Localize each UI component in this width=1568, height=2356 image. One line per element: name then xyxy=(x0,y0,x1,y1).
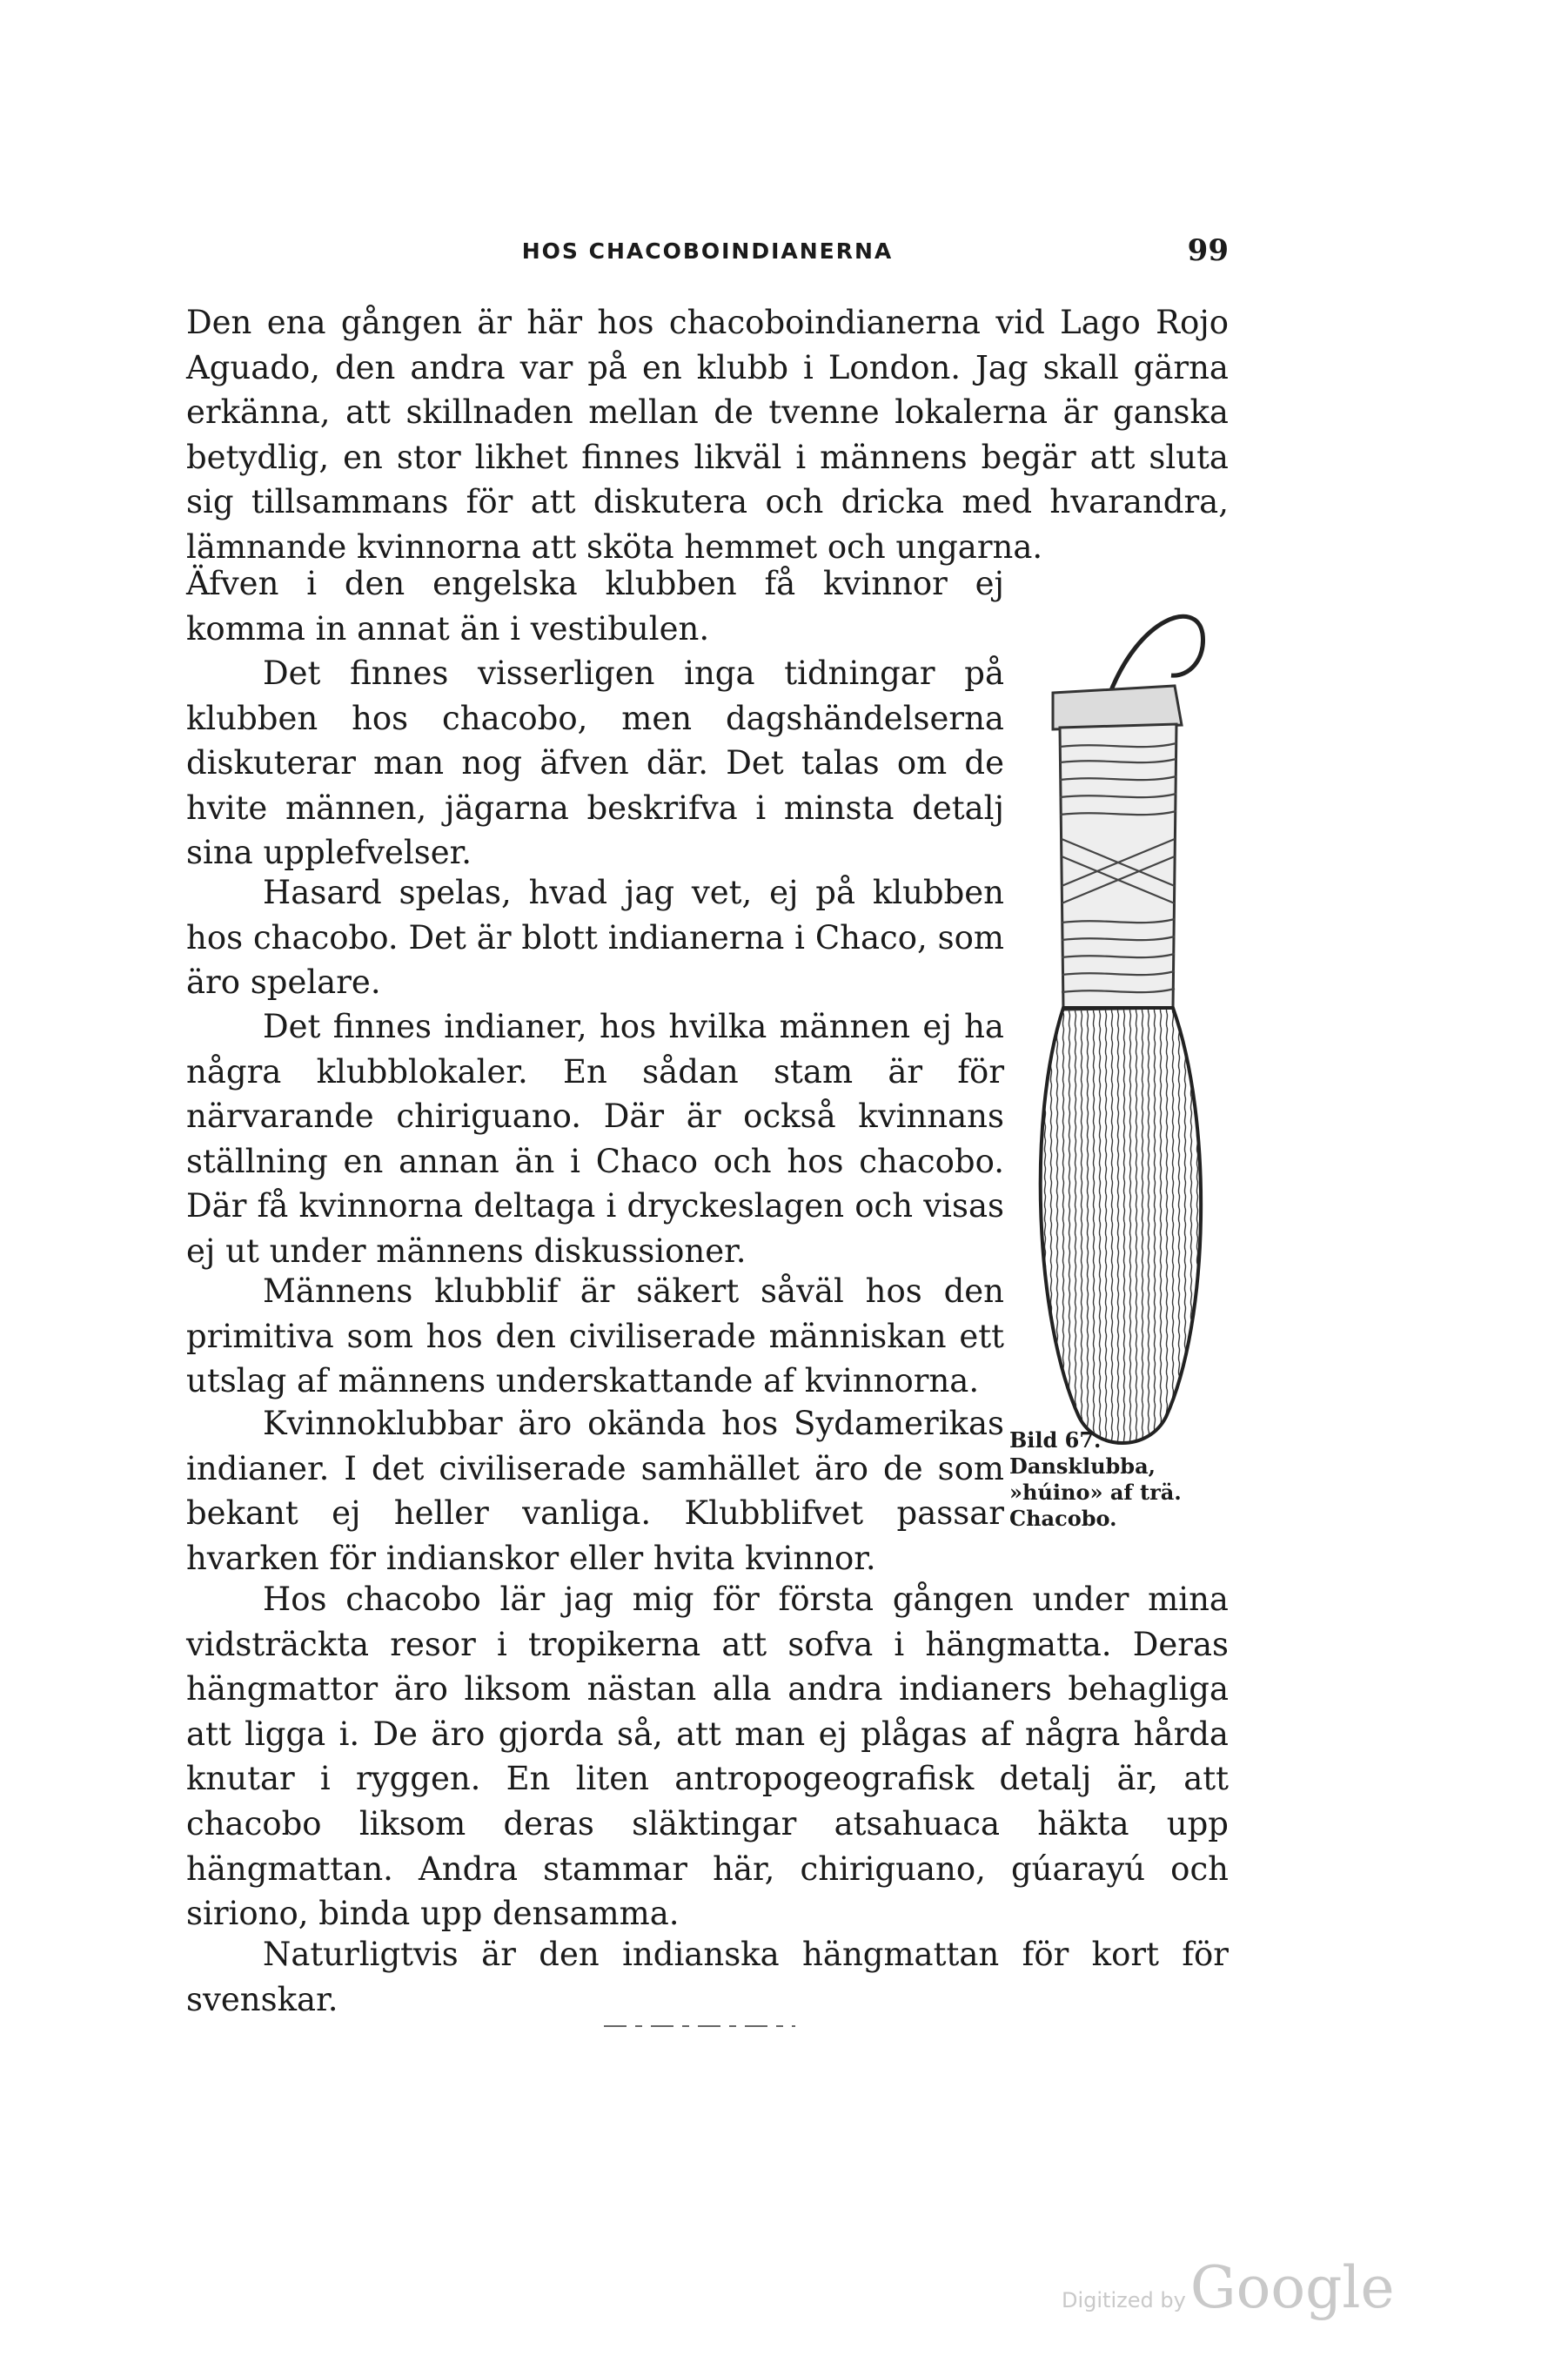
club-head xyxy=(1041,1008,1201,1443)
paragraph-2: Äfven i den engelska klubben få kvinnor ej komma in annat än i vestibulen. xyxy=(186,565,1004,648)
closing-rule xyxy=(604,2024,795,2029)
dance-club-drawing xyxy=(1018,581,1227,1452)
club-grip xyxy=(1060,724,1176,1010)
paragraph-8: Hos chacobo lär jag mig för första gången under mina vidsträckta resor i tropikerna att sofva i hängmatta. Deras hängmattor äro liksom nästan alla andra indianers behagliga att ligga i. De äro gjorda så, att man ej plågas af några hårda knutar i ryggen. En liten antropogeografisk detalj är, att chacobo liksom deras släktingar atsahuaca häkta upp hängmattan. Andra stammar här, chiriguano, gúarayú och siriono, binda upp densamma. xyxy=(186,1581,1229,1933)
page-number: 99 xyxy=(1187,233,1229,268)
digitized-watermark xyxy=(1062,2254,1395,2321)
figure-caption: Bild 67. Dansklubba, »húino» af trä. Chacobo. xyxy=(1009,1427,1182,1531)
paragraph-9: Naturligtvis är den indianska hängmattan för kort för svenskar. xyxy=(186,1936,1229,2018)
google-logo: Google xyxy=(1189,2254,1395,2321)
figure-dance-club-illustration xyxy=(1018,581,1227,1452)
watermark-prefix: Digitized by xyxy=(1062,2288,1186,2312)
club-cap xyxy=(1053,686,1182,729)
page-header xyxy=(186,233,1229,272)
paragraph-4: Hasard spelas, hvad jag vet, ej på klubben hos chacobo. Det är blott indianerna i Chaco, som äro spelare. xyxy=(186,874,1004,1002)
running-head: HOS CHACOBOINDIANERNA xyxy=(521,238,894,264)
hook-shape xyxy=(1109,616,1203,695)
paragraph-1: Den ena gången är här hos chacoboindianerna vid Lago Rojo Aguado, den andra var på en klubb i London. Jag skall gärna erkänna, att skillnaden mellan de tvenne lokalerna är ganska betydlig, en stor likhet finnes likväl i männens begär att sluta sig tillsammans för att diskutera och dricka med hvarandra, lämnande kvinnorna att sköta hemmet och ungarna. xyxy=(186,304,1229,566)
paragraph-5: Det finnes indianer, hos hvilka männen ej ha några klubblokaler. En sådan stam är för närvarande chiriguano. Där är också kvinnans ställning en annan än i Chaco och hos chacobo. Där få kvinnorna deltaga i dryckeslagen och visas ej ut under männens diskussioner. xyxy=(186,1008,1004,1270)
paragraph-6: Männens klubblif är säkert såväl hos den primitiva som hos den civiliserade människan ett utslag af männens underskattande af kvinnorna. xyxy=(186,1272,1004,1400)
paragraph-3: Det finnes visserligen inga tidningar på klubben hos chacobo, men dagshändelserna diskuterar man nog äfven där. Det talas om de hvite männen, jägarna beskrifva i minsta detalj sina upplefvelser. xyxy=(186,654,1004,872)
paragraph-7: Kvinnoklubbar äro okända hos Sydamerikas indianer. I det civiliserade samhället äro de som bekant ej heller vanliga. Klubblifvet passar hvarken för indianskor eller hvita kvinnor. xyxy=(186,1405,1004,1577)
